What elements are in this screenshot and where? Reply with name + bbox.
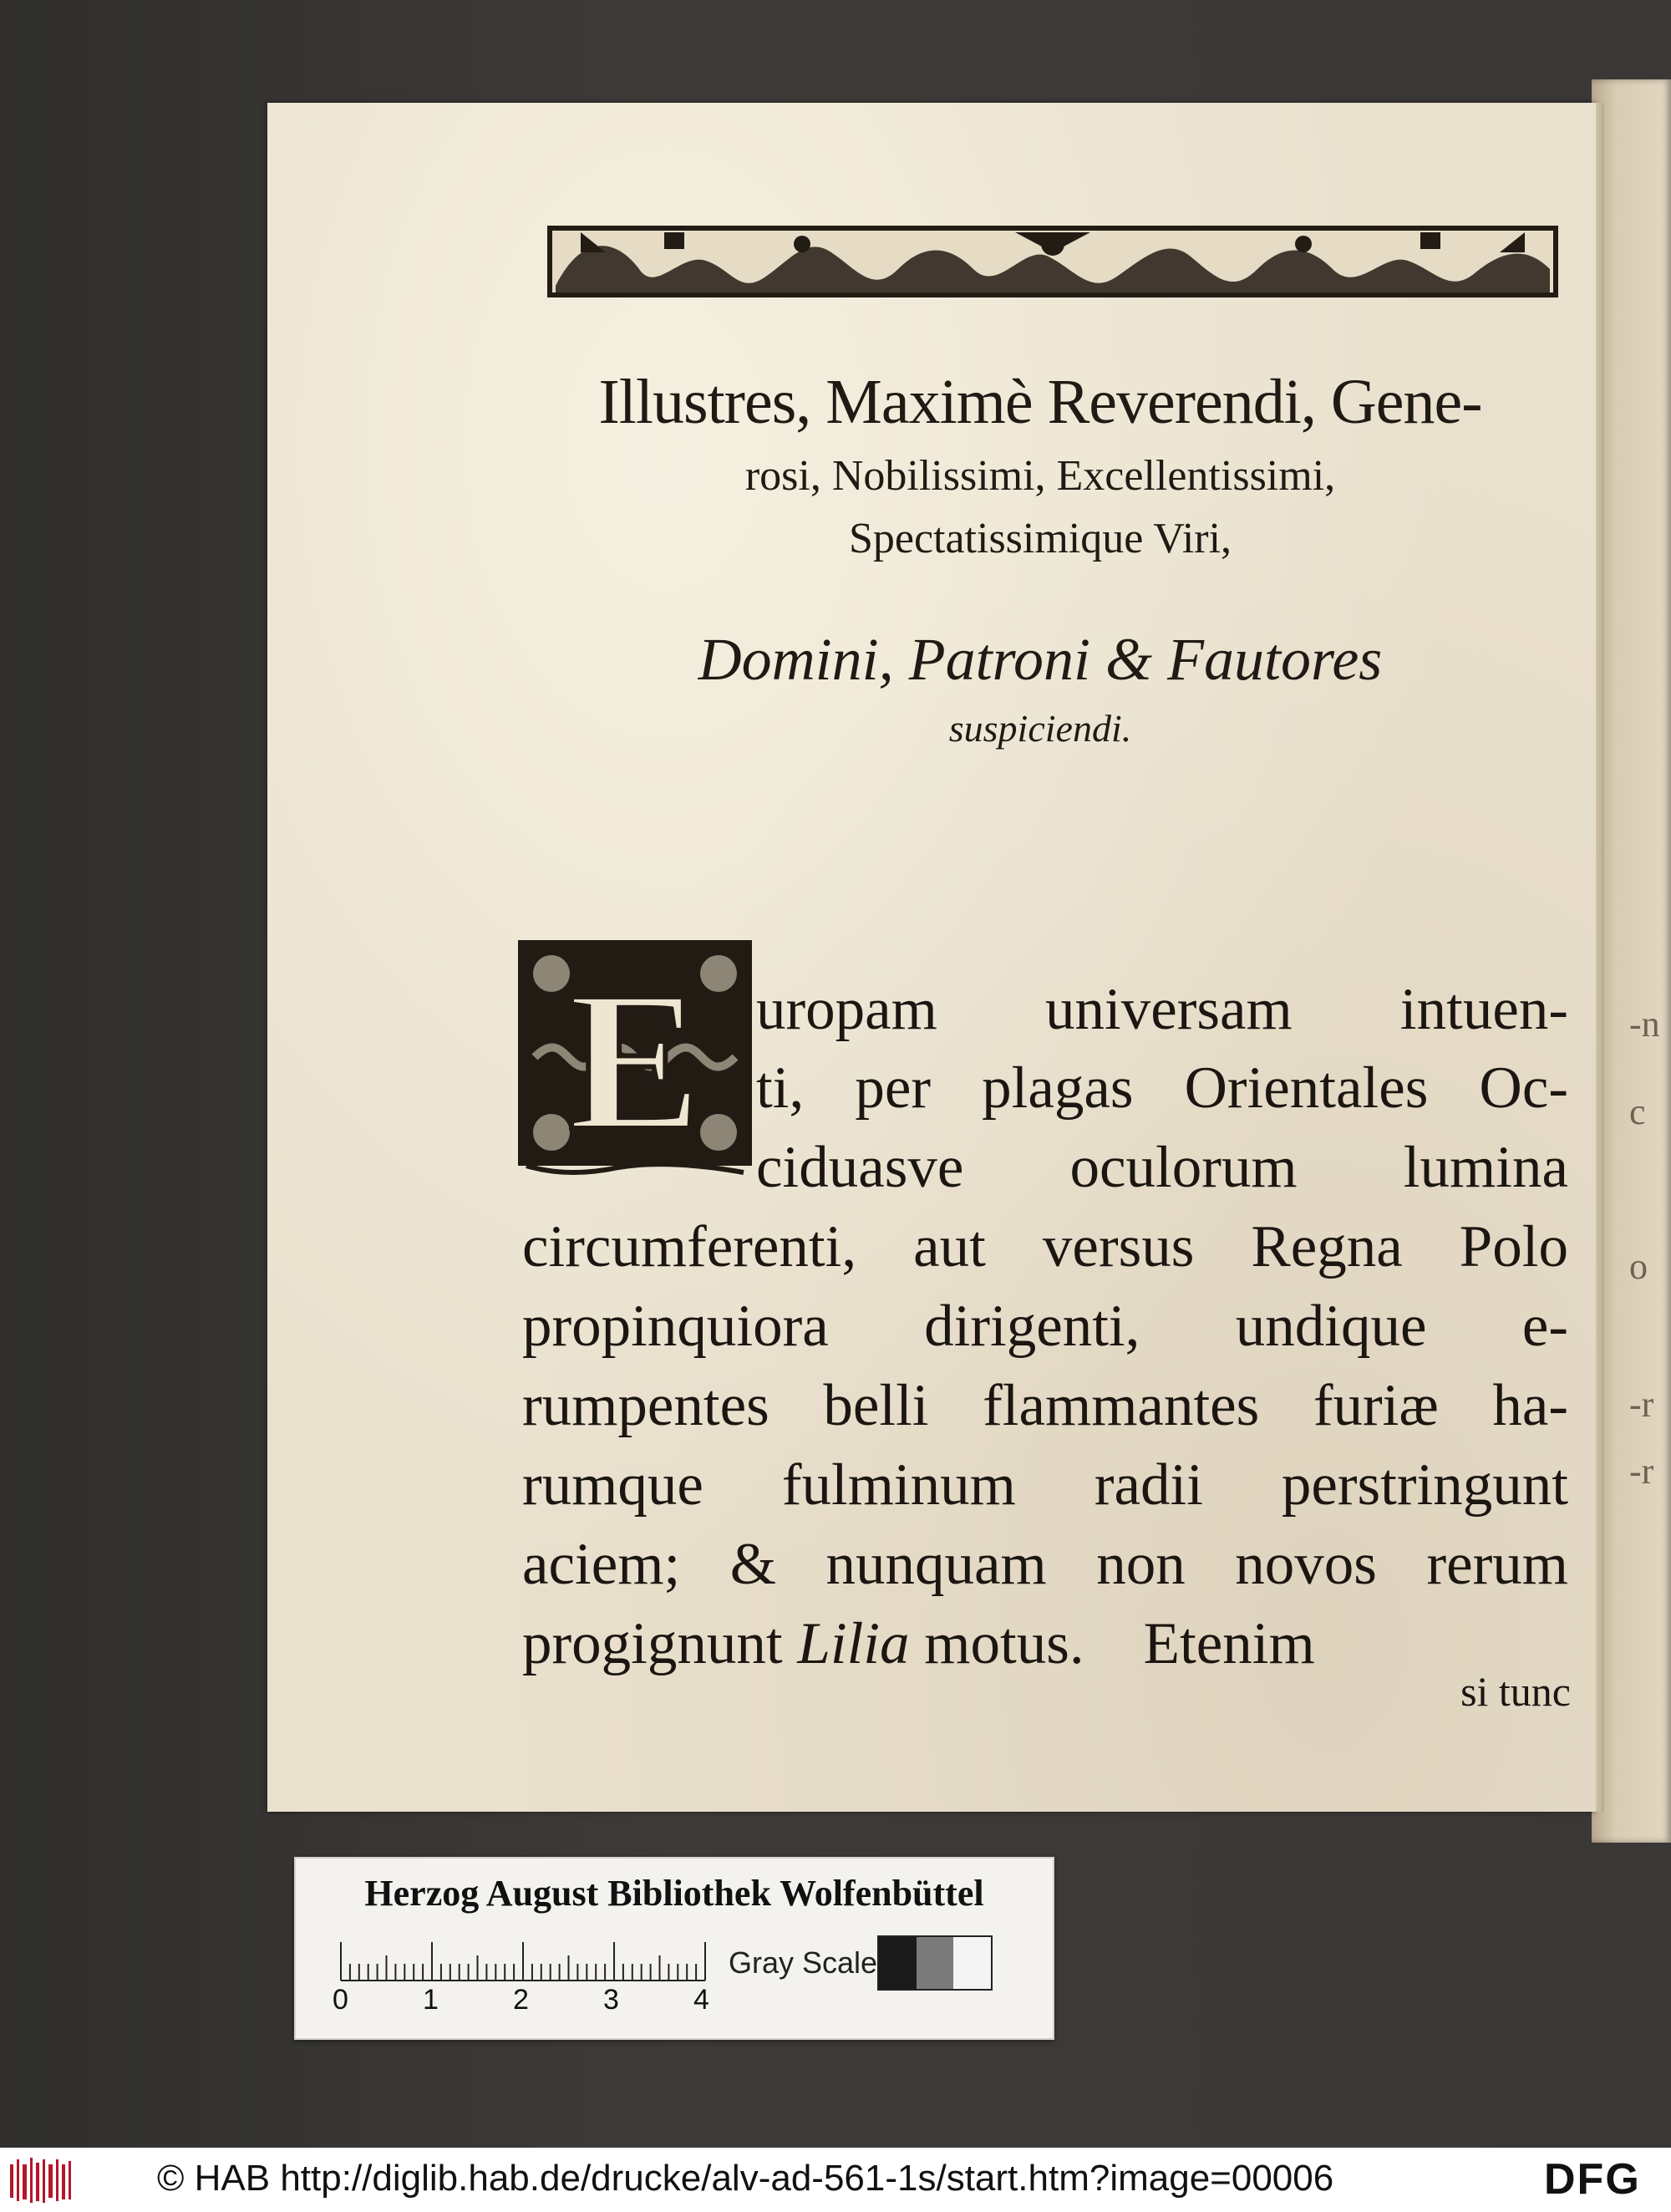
facing-page-mark: -r bbox=[1629, 1451, 1654, 1492]
gray-scale-label: Gray Scale bbox=[729, 1945, 878, 1980]
body-line: rumpentes belli flammantes furiæ ha- bbox=[522, 1373, 1568, 1438]
copyright-url[interactable]: © HAB http://diglib.hab.de/drucke/alv-ad-561-1s/start.htm?image=00006 bbox=[157, 2158, 1334, 2199]
body-line: aciem; & nunquam non novos rerum bbox=[522, 1532, 1568, 1597]
dedication-line-2: rosi, Nobilissimi, Excellentissimi, bbox=[744, 452, 1336, 500]
body-line: ciduasve oculorum lumina bbox=[756, 1135, 1568, 1200]
gray-swatch-light bbox=[953, 1937, 991, 1989]
italic-word: Lilia bbox=[797, 1611, 910, 1676]
facing-page-mark: c bbox=[1629, 1091, 1646, 1132]
ruler-number: 2 bbox=[513, 1984, 529, 2016]
gray-swatch-mid bbox=[917, 1937, 954, 1989]
page-gutter bbox=[1596, 103, 1604, 1812]
body-text: motus. Etenim bbox=[909, 1611, 1315, 1676]
ruler-number: 1 bbox=[423, 1984, 439, 2016]
decorated-initial bbox=[518, 940, 752, 1178]
gray-scale-swatches bbox=[877, 1935, 993, 1991]
color-scale-card bbox=[294, 1857, 1054, 2040]
body-line: rumque fulminum radii perstringunt bbox=[522, 1452, 1568, 1518]
ornamental-headpiece bbox=[547, 219, 1558, 303]
address-line-1: Domini, Patroni & Fautores bbox=[698, 626, 1383, 693]
body-line: propinquiora dirigenti, undique e- bbox=[522, 1294, 1568, 1359]
facing-page-mark: o bbox=[1629, 1246, 1648, 1287]
ruler-number: 0 bbox=[333, 1984, 348, 2016]
ruler bbox=[339, 1942, 707, 1982]
catchword: si tunc bbox=[1460, 1668, 1571, 1715]
card-title: Herzog August Bibliothek Wolfenbüttel bbox=[364, 1873, 984, 1914]
facing-page-mark: -r bbox=[1629, 1384, 1654, 1425]
body-text: progignunt bbox=[522, 1611, 798, 1676]
address-line-2: suspiciendi. bbox=[948, 707, 1132, 750]
ruler-number: 4 bbox=[693, 1984, 709, 2016]
initial-letter: E bbox=[567, 949, 703, 1172]
dedication-line-1: Illustres, Maximè Reverendi, Gene- bbox=[598, 367, 1482, 437]
gray-swatch-dark bbox=[879, 1937, 917, 1989]
body-line: uropam universam intuen- bbox=[756, 977, 1568, 1042]
dfg-logo: DFG bbox=[1544, 2155, 1641, 2204]
footer-bar bbox=[0, 2148, 1671, 2212]
body-line: circumferenti, aut versus Regna Polo bbox=[522, 1214, 1568, 1279]
ruler-number: 3 bbox=[603, 1984, 619, 2016]
dedication-line-3: Spectatissimique Viri, bbox=[848, 515, 1232, 562]
body-line: ti, per plagas Orientales Oc- bbox=[756, 1055, 1568, 1121]
body-line-last bbox=[522, 1610, 1568, 1678]
facing-page-mark: -n bbox=[1629, 1004, 1660, 1045]
barcode-icon bbox=[8, 2156, 74, 2204]
